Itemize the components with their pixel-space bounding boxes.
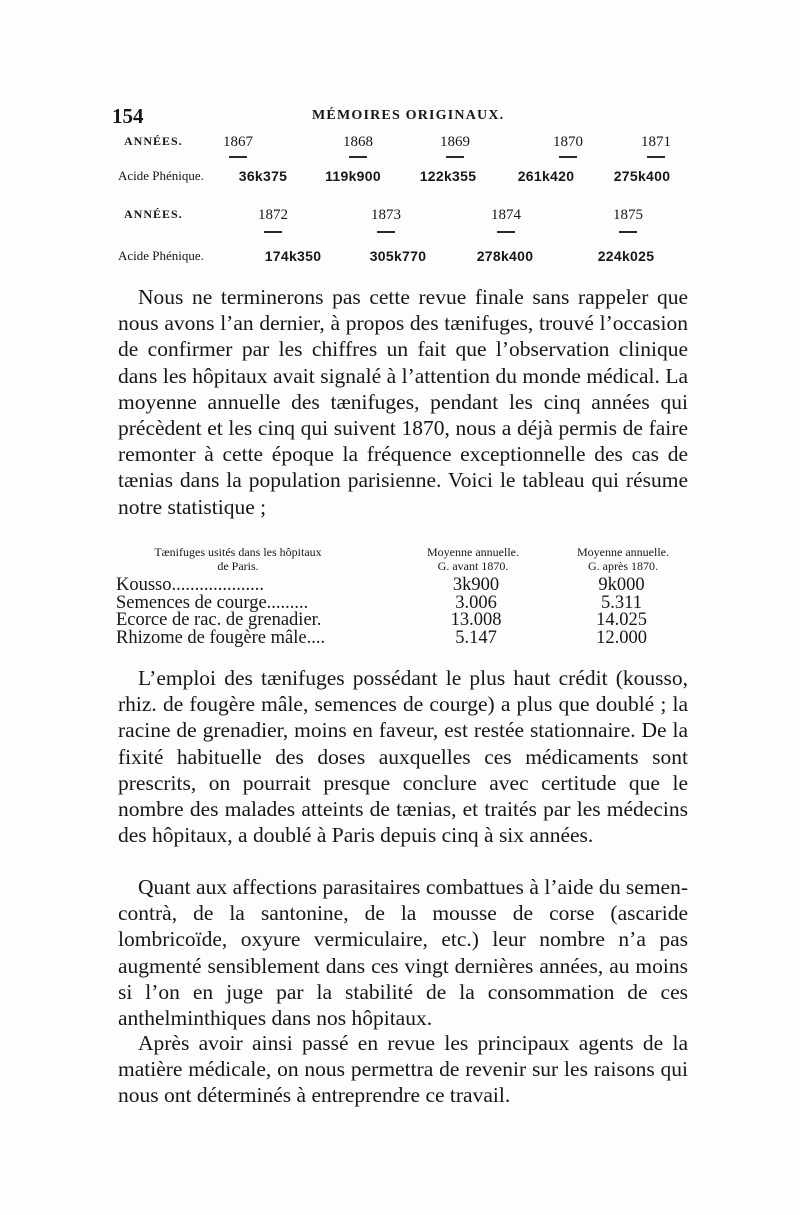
value-cell: 119k900 <box>325 168 381 184</box>
year-cell: 1871 <box>641 134 671 150</box>
value-cell: 224k025 <box>597 248 655 264</box>
body-paragraph-1 <box>118 284 688 520</box>
column-header-before <box>388 545 558 573</box>
paragraph-text: L’emploi des tænifuges possédant le plus haut crédit (kousso, rhiz. de fougère mâle, semences de courge) a plus que doublé ; la racine de grenadier, moins en faveur, est restée stationnaire. De la fixité habituelle des doses auxquelles ces médicaments sont prescrits, on pourrait presque conclure avec certitude que le nombre des malades atteints de tænias, et traités par les médecins des hôpitaux, a doublé à Paris depuis cinq à six années. <box>118 666 688 848</box>
value-cell: 174k350 <box>264 248 322 264</box>
taenifuge-table-body <box>116 577 688 647</box>
year-cell: 1868 <box>343 134 373 150</box>
value-cell: 261k420 <box>517 168 575 184</box>
header-line: G. avant 1870. <box>437 559 509 573</box>
years-label: ANNÉES. <box>124 134 183 148</box>
value-cell: 36k375 <box>238 168 288 184</box>
value-after-1870: 12.000 <box>596 627 647 648</box>
header-line: Moyenne annuelle. <box>577 545 669 559</box>
dash-rule <box>647 156 665 158</box>
value-cell: 278k400 <box>476 248 534 264</box>
page-number: 154 <box>112 104 144 128</box>
value-cell: 122k355 <box>419 168 477 184</box>
value-before-1870: 5.147 <box>455 627 497 648</box>
drug-name: Kousso.................... <box>116 575 265 595</box>
value-before-1870: 13.008 <box>450 610 502 631</box>
year-cell: 1874 <box>491 207 521 223</box>
dash-rule <box>446 156 464 158</box>
dash-rule <box>559 156 577 158</box>
year-cell: 1870 <box>553 134 583 150</box>
year-cell: 1869 <box>440 134 470 150</box>
year-cell: 1867 <box>223 134 253 150</box>
column-header-after <box>548 545 698 573</box>
table-row <box>116 627 688 648</box>
body-paragraph-3 <box>118 874 688 1031</box>
year-cell: 1875 <box>613 207 643 223</box>
dash-rule <box>377 231 395 233</box>
page-header <box>112 104 672 128</box>
value-after-1870: 9k000 <box>598 575 645 595</box>
paragraph-text: Nous ne terminerons pas cette revue finale sans rappeler que nous avons l’an dernier, à propos des tænifuges, trouvé l’occasion de confirmer par les chiffres un fait que l’observation clinique dans les hôpitaux avait signalé à l’attention du monde médical. La moyenne annuelle des tænifuges, pendant les cinq années qui précèdent et les cinq qui suivent 1870, nous a déjà permis de faire remonter à cette époque la fréquence exceptionnelle des cas de tænias dans la population parisienne. Voici le tableau qui résume notre statistique ; <box>118 285 688 519</box>
dash-rule <box>619 231 637 233</box>
running-title: MÉMOIRES ORIGINAUX. <box>312 108 505 123</box>
year-cell: 1873 <box>371 207 401 223</box>
header-line: de Paris. <box>217 559 259 573</box>
value-cell: 305k770 <box>369 248 427 264</box>
dash-rule <box>497 231 515 233</box>
dash-rule <box>264 231 282 233</box>
drug-name: Semences de courge......... <box>116 592 309 613</box>
year-table-2-dashes <box>118 231 678 235</box>
drug-name: Rhizome de fougère mâle.... <box>116 627 326 648</box>
drug-name: Ecorce de rac. de grenadier. <box>116 610 322 631</box>
table-row <box>116 577 688 595</box>
header-line: G. après 1870. <box>588 559 658 573</box>
body-paragraph-2 <box>118 665 688 848</box>
year-cell: 1872 <box>258 207 288 223</box>
year-table-1-dashes <box>118 156 678 160</box>
paragraph-text: Après avoir ainsi passé en revue les principaux agents de la matière médicale, on nous permettra de revenir sur les raisons qui nous ont déterminés à entreprendre ce travail. <box>118 1031 688 1108</box>
value-before-1870: 3.006 <box>455 592 497 613</box>
dash-rule <box>229 156 247 158</box>
years-label: ANNÉES. <box>124 207 183 221</box>
acid-label: Acide Phénique. <box>118 248 204 263</box>
value-after-1870: 5.311 <box>601 592 642 613</box>
value-cell: 275k400 <box>613 168 671 184</box>
header-line: Tænifuges usités dans les hôpitaux <box>154 545 322 559</box>
value-before-1870: 3k900 <box>452 575 500 595</box>
column-header-drug <box>118 545 358 573</box>
dash-rule <box>349 156 367 158</box>
value-after-1870: 14.025 <box>596 610 647 631</box>
acid-label: Acide Phénique. <box>118 168 204 183</box>
paragraph-text: Quant aux affections parasitaires combattues à l’aide du semen-contrà, de la santonine, de la mousse de corse (ascaride lombricoïde, oxyure vermiculaire, etc.) leur nombre n’a pas augmenté sensiblement dans ces vingt dernières années, au moins si l’on en juge par la stabilité de la consommation de ces anthelminthiques dans nos hôpitaux. <box>118 875 688 1031</box>
body-paragraph-4 <box>118 1030 688 1109</box>
header-line: Moyenne annuelle. <box>427 545 519 559</box>
